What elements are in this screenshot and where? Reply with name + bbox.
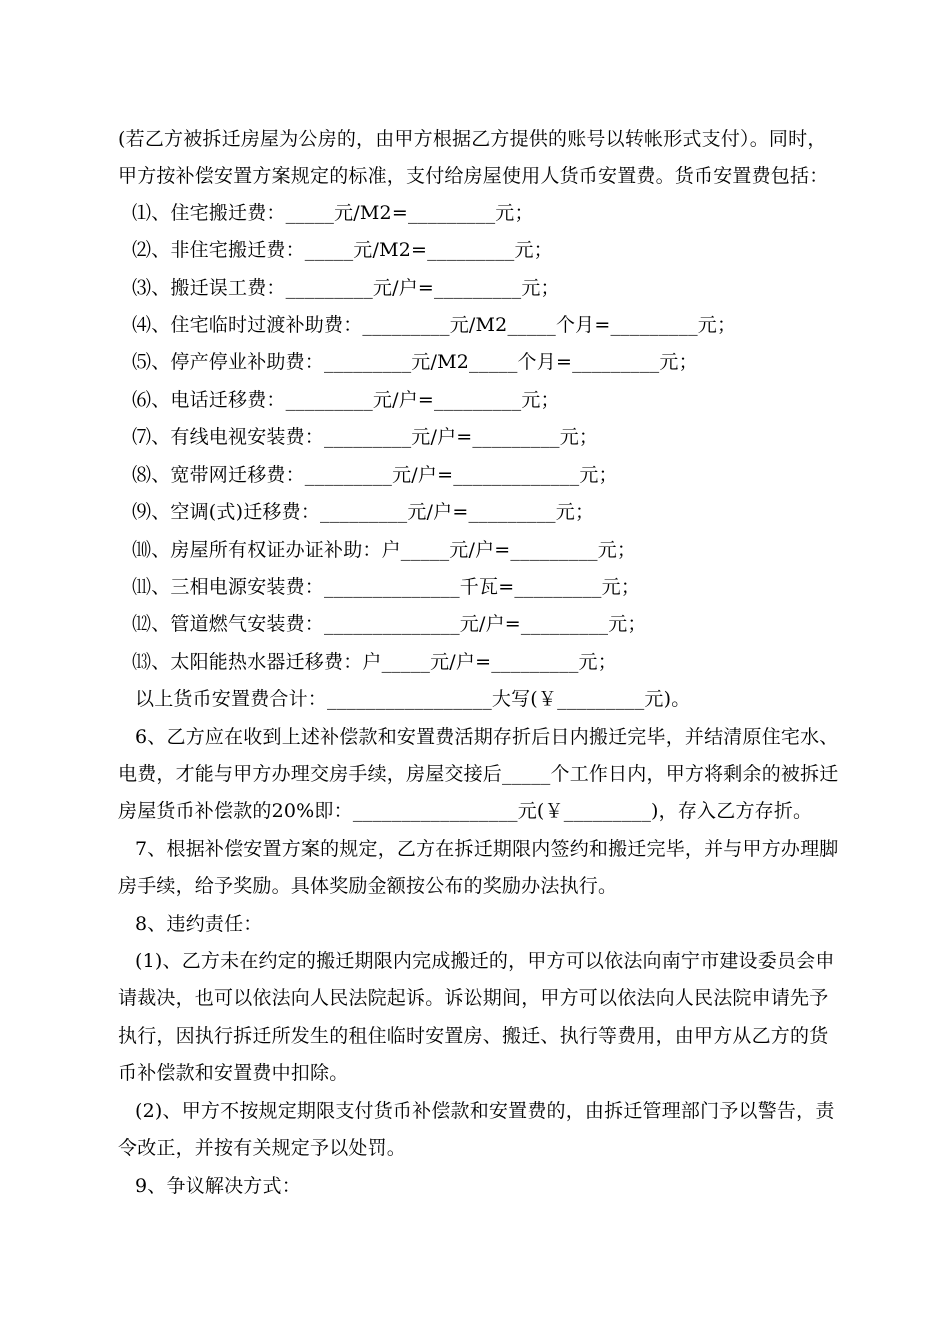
clause-7-line: 7、根据补偿安置方案的规定，乙方在拆迁期限内签约和搬迁完毕，并与甲方办理脚 [135,838,839,860]
clause-6-line: 房屋货币补偿款的20%即：_________________元(￥_________)，存入乙方存折。 [118,800,813,822]
fee-item-line: ⑷、住宅临时过渡补助费：_________元/M2_____个月=_________元； [132,314,737,336]
fee-item-line: ⑾、三相电源安装费：______________千瓦=_________元； [132,576,641,598]
text-line: (若乙方被拆迁房屋为公房的，由甲方根据乙方提供的账号以转帐形式支付）。同时， [118,128,827,150]
fee-item-line: ⑸、停产停业补助费：_________元/M2_____个月=_________元； [132,351,698,373]
fee-item-line: ⑵、非住宅搬迁费：_____元/M2=_________元； [132,239,553,261]
clause-8-line: (2)、甲方不按规定期限支付货币补偿款和安置费的，由拆迁管理部门予以警告，责 [135,1100,835,1122]
fee-item-line: ⑿、管道燃气安装费：______________元/户=_________元； [132,613,647,635]
text-line: 甲方按补偿安置方案规定的标准，支付给房屋使用人货币安置费。货币安置费包括： [118,165,829,187]
fee-item-line: ⑼、空调(式)迁移费：_________元/户=_________元； [132,501,595,523]
clause-8-line: 令改正，并按有关规定予以处罚。 [118,1137,407,1159]
clause-6-line: 电费，才能与甲方办理交房手续，房屋交接后_____个工作日内，甲方将剩余的被拆迁 [118,763,839,785]
clause-6-line: 6、乙方应在收到上述补偿款和安置费活期存折后日内搬迁完毕，并结清原住宅水、 [135,726,839,748]
fee-item-line: ⑶、搬迁误工费：_________元/户=_________元； [132,277,560,299]
fee-item-line: ⑻、宽带网迁移费：_________元/户=_____________元； [132,464,618,486]
fee-item-line: ⑴、住宅搬迁费：_____元/M2=_________元； [132,202,534,224]
clause-8-line: 请裁决，也可以依法向人民法院起诉。诉讼期间，甲方可以依法向人民法院申请先予 [118,987,829,1009]
fee-item-line: ⑺、有线电视安装费：_________元/户=_________元； [132,426,599,448]
clause-8-line: (1)、乙方未在约定的搬迁期限内完成搬迁的，甲方可以依法向南宁市建设委员会申 [135,950,835,972]
fee-item-line: ⑹、电话迁移费：_________元/户=_________元； [132,389,560,411]
clause-8-line: 币补偿款和安置费中扣除。 [118,1062,349,1084]
clause-8-line: 执行，因执行拆迁所发生的租住临时安置房、搬迁、执行等费用，由甲方从乙方的货 [118,1025,829,1047]
fee-item-line: ⒀、太阳能热水器迁移费：户_____元/户=_________元； [132,651,617,673]
fee-total-line: 以上货币安置费合计：_________________大写(￥_________元)。 [135,688,691,710]
clause-8-heading: 8、违约责任： [135,913,263,935]
clause-7-line: 房手续，给予奖励。具体奖励金额按公布的奖励办法执行。 [118,875,618,897]
clause-9-heading: 9、争议解决方式： [135,1175,301,1197]
fee-item-line: ⑽、房屋所有权证办证补助：户_____元/户=_________元； [132,539,637,561]
